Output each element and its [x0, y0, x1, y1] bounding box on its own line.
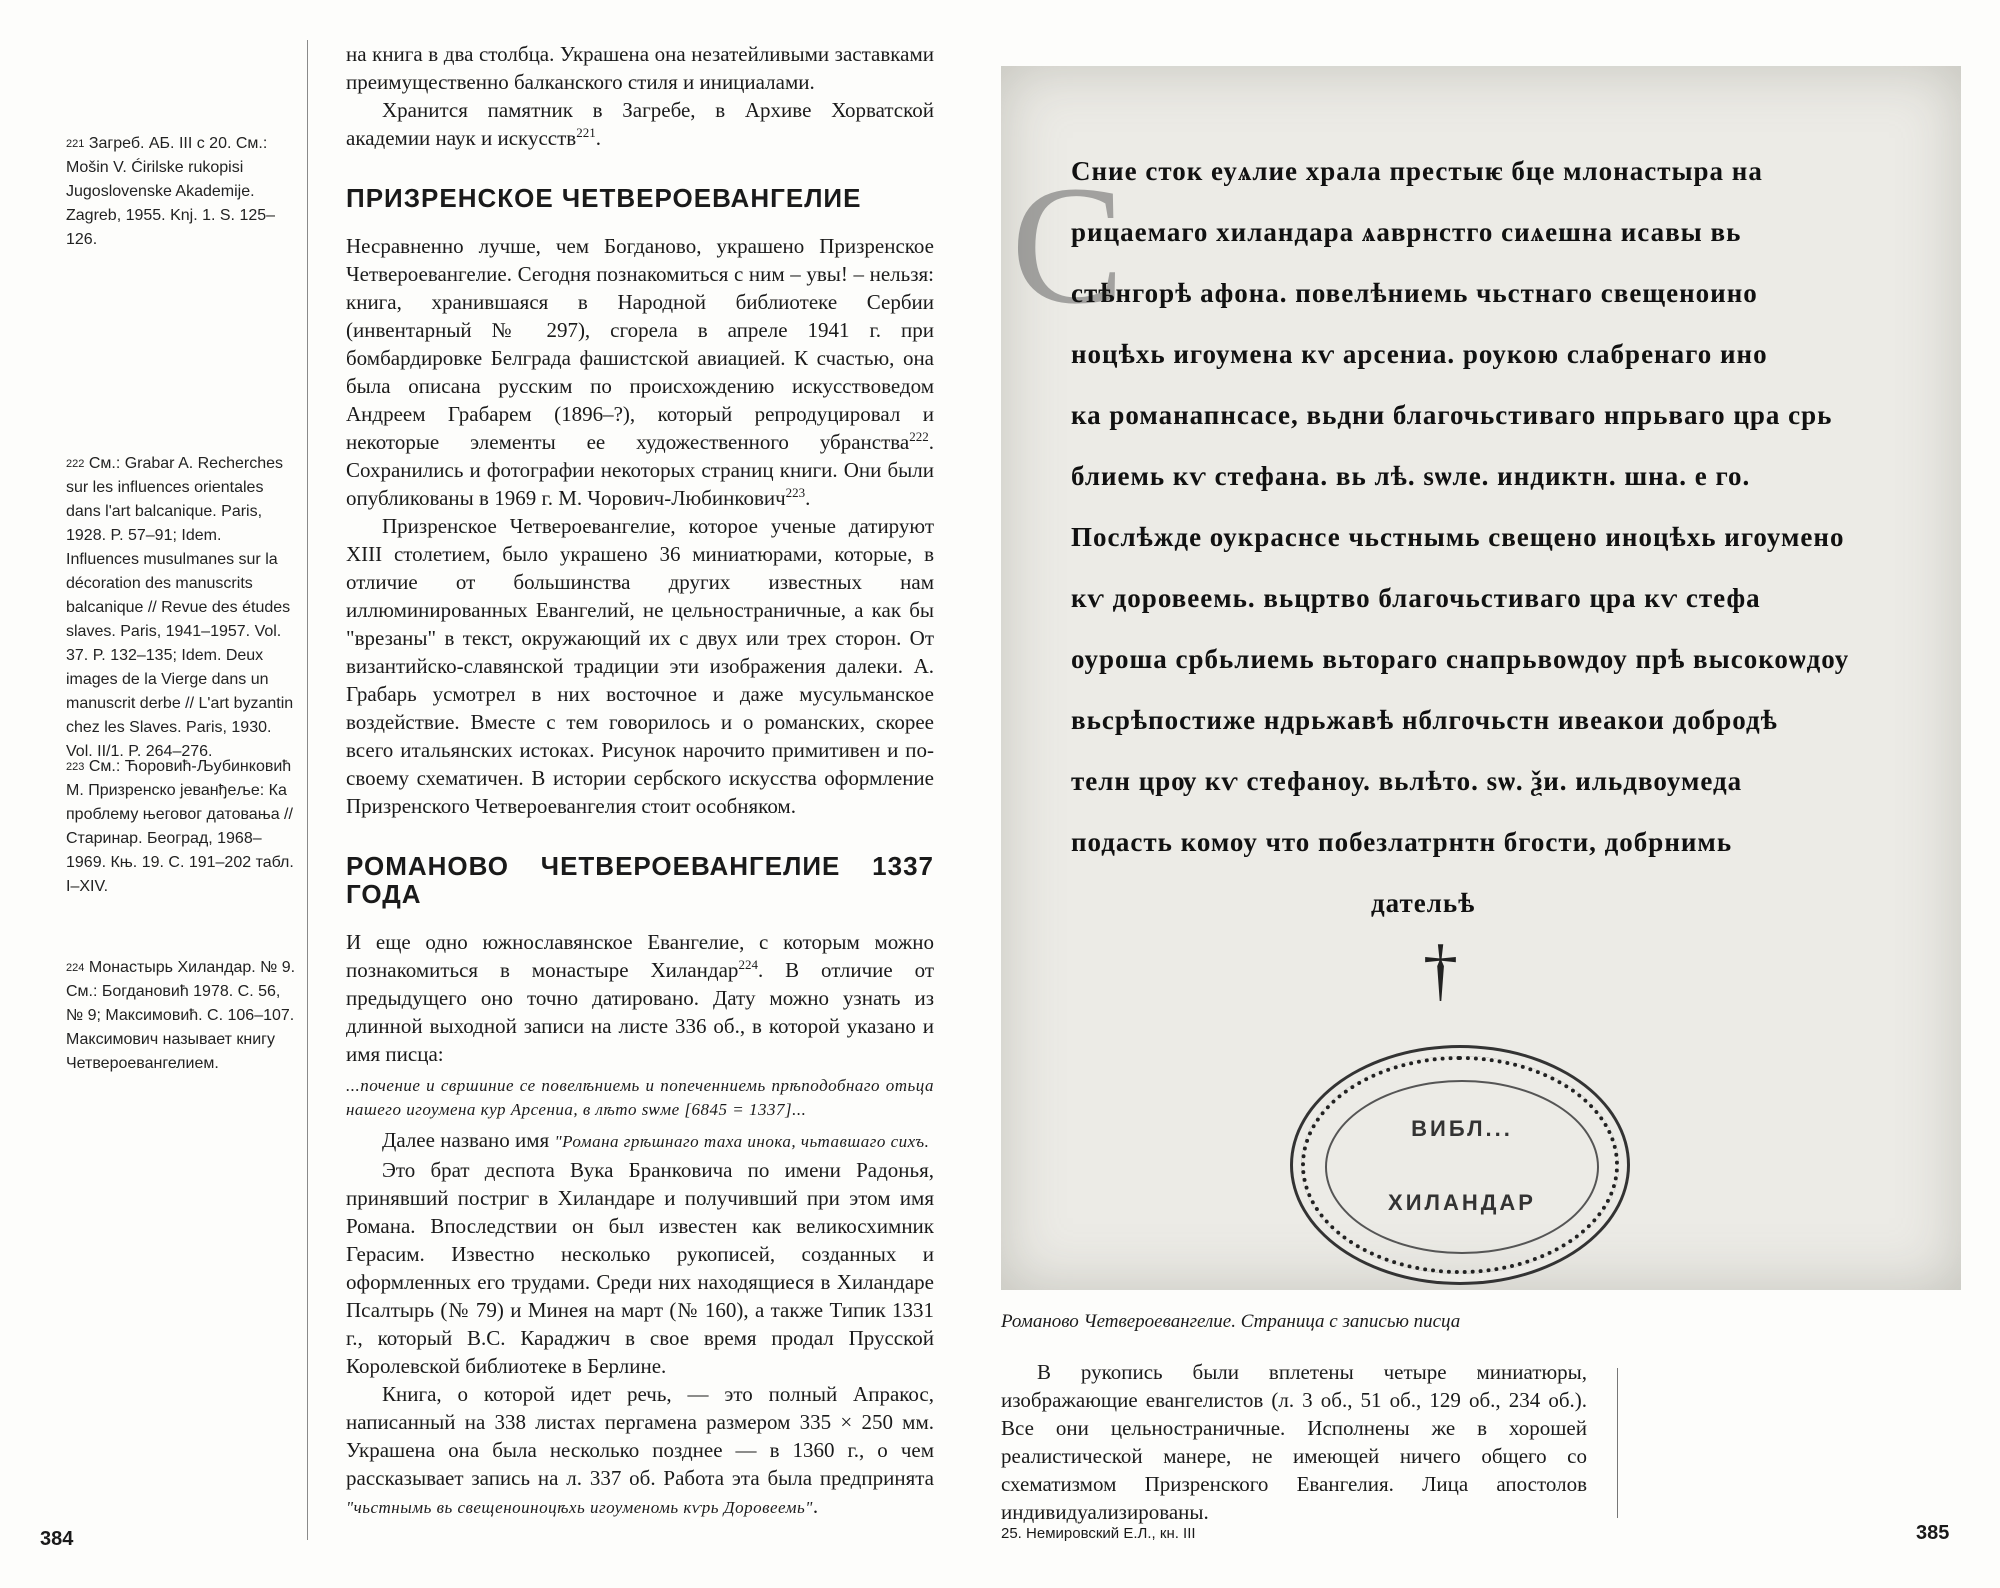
- intro-paragraph-2: [346, 96, 934, 152]
- scribe-name-quote: "Романа грѣшнаго таха инока, чьтавшаго сихъ.: [554, 1132, 930, 1151]
- footnote-text: Загреб. АБ. III с 20. См.: Mošin V. Ćirilske rukopisi Jugoslovenske Akademije. Zagreb, 1955. Knj. 1. S. 125–126.: [66, 135, 276, 248]
- footnote-221: [66, 132, 298, 252]
- roman-paragraph-2: [346, 1126, 934, 1156]
- page-number-right: 385: [1916, 1522, 1950, 1544]
- footnote-224: [66, 956, 298, 1076]
- manuscript-line: оуроша србьлиемь вьтораго снапрьвоѡдоу прѣ высокоѡдоу: [1071, 644, 1850, 674]
- manuscript-line: дательѣ: [1371, 888, 1476, 918]
- intro-paragraph-1: на книга в два столбца. Украшена она незатейливыми заставками преимущественно балканского стиля и инициалами.: [346, 42, 934, 94]
- manuscript-line: Сние сток еуѧлие храла престыѥ бце млонастыра на: [1071, 156, 1763, 186]
- manuscript-line: телн црѹ кѵ стефаноу. вьлѣто. ѕѡ. ѯи. ильдвоумеда: [1071, 766, 1743, 796]
- footnote-222: [66, 452, 298, 764]
- manuscript-line: рицаемаго хиландара ѧаврнстго сиѧешна исавы вь: [1071, 217, 1742, 247]
- signature-mark: 25. Немировский Е.Л., кн. III: [1001, 1525, 1196, 1542]
- roman-paragraph-4: [346, 1380, 934, 1522]
- stamp-line: ХИЛАНДАР: [1388, 1190, 1536, 1215]
- intro-paragraph-2-end: .: [595, 126, 601, 150]
- right-paragraph: В рукопись были вплетены четыре миниатюры, изображающие евангелистов (л. 3 об., 51 об., 129 об., 234 об.). Все они цельностраничные. Исполнены же в хорошей реалистической манере, не имеющей ничего общего со схематизмом Призренского Евангелия. Лица апостолов индивидуализированы.: [1001, 1360, 1587, 1524]
- prizren-paragraph-1-cont: . Сохранились и фотографии некоторых страниц книги. Они были опубликованы в 1969 г. М. Чорович-Любинкович: [346, 430, 934, 510]
- right-column-rule: [1617, 1368, 1618, 1518]
- roman-paragraph-4-text: Книга, о которой идет речь, — это полный Апракос, написанный на 338 листах пергамена размером 335 × 250 мм. Украшена она была несколько позднее — в 1360 г., о чем рассказывает запись на л. 337 об. Работа эта была предпринята: [346, 1382, 934, 1490]
- colophon-quote: ...почение и свршиние се повелѣниемь и попеченниемь прѣподобнаго отьца нашего игоумена кур Арсениа, в лѣто ѕѡме [6845 = 1337]...: [346, 1076, 934, 1119]
- footnote-text: Монастырь Хиландар. № 9. См.: Богдановић 1978. С. 56, № 9; Максимовић. С. 106–107. Максимович называет книгу Четвероевангелием.: [66, 959, 296, 1072]
- footnote-number: 224: [66, 962, 85, 974]
- manuscript-line: ка романапнсасе, вьдни благочьстиваго нпрьваго цра срь: [1071, 400, 1833, 430]
- manuscript-line: блиемь кѵ стефана. вь лѣ. ѕѡле. индиктн. шна. е го.: [1071, 461, 1751, 491]
- heading-prizren-gospel: ПРИЗРЕНСКОЕ ЧЕТВЕРОЕВАНГЕЛИЕ: [346, 183, 862, 213]
- footnote-ref-224[interactable]: 224: [738, 957, 758, 972]
- intro-paragraph-2-text: Хранится памятник в Загребе, в Архиве Хорватской академии наук и искусств: [346, 98, 934, 150]
- stamp-inner-ring: [1325, 1080, 1599, 1254]
- roman-paragraph-3: Это брат деспота Вука Бранковича по имени Радонья, принявший постриг в Хиландаре и получивший при этом имя Романа. Впоследствии он был известен как великосхимник Герасим. Известно несколько рукописей, созданных и оформленных его трудами. Среди них находящиеся в Хиландаре Псалтырь (№ 79) и Минея на март (№ 160), а также Типик 1331 г., который В.С. Караджич в свое время продал Прусской Королевской библиотеке в Берлине.: [346, 1158, 934, 1378]
- page-number-left: 384: [40, 1528, 74, 1550]
- footnote-ref-222[interactable]: 222: [909, 429, 929, 444]
- footnote-number: 221: [66, 138, 85, 150]
- column-divider: [307, 40, 308, 1540]
- library-stamp: [1301, 1056, 1619, 1274]
- manuscript-photo: [1001, 66, 1961, 1290]
- stamp-line: ВИБЛ...: [1411, 1116, 1513, 1141]
- manuscript-line: стѣнгорѣ афона. повелѣниемь чьстнаго свещеноино: [1071, 278, 1758, 308]
- left-main-column: [346, 40, 934, 1522]
- manuscript-line: вьсрѣпостиже ндрьжавѣ нблгочьстн ивеакои добродѣ: [1071, 705, 1778, 735]
- right-main-column: [1001, 1358, 1587, 1526]
- photo-caption: Романово Четвероевангелие. Страница с записью писца: [1001, 1311, 1461, 1332]
- footnote-number: 222: [66, 458, 85, 470]
- roman-paragraph-1: [346, 928, 934, 1068]
- footnote-ref-223[interactable]: 223: [785, 485, 806, 500]
- manuscript-initial: С: [1011, 151, 1125, 339]
- footnote-text: См.: Grabar A. Recherches sur les influences orientales dans l'art balcanique. Paris, 1928. P. 57–91; Idem. Influences musulmanes sur la décoration des manuscrits balcanique // Revue des études slaves. Paris, 1941–1957. Vol. 37. P. 132–135; Idem. Deux images de la Vierge dans un manuscrit derbe // L'art byzantin chez les Slaves. Paris, 1930. Vol. II/1. P. 264–276.: [66, 455, 294, 760]
- footnote-ref-221[interactable]: 221: [576, 125, 596, 140]
- manuscript-text-block: [1071, 141, 1931, 934]
- prizren-paragraph-1: [346, 232, 934, 512]
- manuscript-line: кѵ доровеемь. вьцртво благочьстиваго цра кѵ стефа: [1071, 583, 1761, 613]
- footnote-text: См.: Ћоровић-Љубинковић М. Призренско јеванђеље: Ка проблему његовог датовања // Старинар. Београд, 1968–1969. Књ. 19. С. 191–202 табл. I–XIV.: [66, 758, 294, 895]
- decoration-quote: "чьстнымь вь свещеноиноцѣхь игоуменомь кѵрь Доровеемь": [346, 1498, 813, 1517]
- roman-paragraph-4-end: .: [812, 1494, 819, 1518]
- prizren-paragraph-2: Призренское Четвероевангелие, которое ученые датируют XIII столетием, было украшено 36 миниатюрами, которые, в отличие от большинства других известных нам иллюминированных Евангелий, не цельностраничные, а как бы "врезаны" в текст, окружающий их с двух или трех сторон. От византийско-славянской традиции эти изображения далеки. А. Грабарь усмотрел в них восточное и даже мусульманское воздействие. Вместе с тем говорилось и о романских, скорее всего итальянских истоках. Рисунок нарочито примитивен и по-своему схематичен. В истории сербского искусства оформление Призренского Четвероевангелия стоит особняком.: [346, 514, 934, 818]
- roman-paragraph-2-text: Далее названо имя: [382, 1128, 555, 1152]
- footnote-223: [66, 755, 298, 899]
- cross-icon: †: [1423, 932, 1458, 1009]
- manuscript-line: подасть комоу что побезлатрнтн бгости, добрнимь: [1071, 827, 1733, 857]
- manuscript-line: ноцѣхь игоумена кѵ арсениа. роукою слабренаго ино: [1071, 339, 1768, 369]
- footnote-number: 223: [66, 761, 85, 773]
- heading-roman-gospel: РОМАНОВО ЧЕТВЕРОЕВАНГЕЛИЕ 1337 ГОДА: [346, 851, 934, 909]
- roman-paragraph-1-text: И еще одно южнославянское Евангелие, с которым можно познакомиться в монастыре Хиландар: [346, 930, 934, 982]
- roman-paragraph-1-cont: . В отличие от предыдущего оно точно датировано. Дату можно узнать из длинной выходной записи на листе 336 об., в которой указано и имя писца:: [346, 958, 935, 1066]
- prizren-paragraph-1-text: Несравненно лучше, чем Богданово, украшено Призренское Четвероевангелие. Сегодня познакомиться с ним – увы! – нельзя: книга, хранившаяся в Народной библиотеке Сербии (инвентарный № 297), сгорела в апреле 1941 г. при бомбардировке Белграда фашистской авиацией. К счастью, она была описана русским по происхождению искусствоведом Андреем Грабарем (1896–?), который репродуцировал и некоторые элементы ее художественного убранства: [346, 234, 934, 454]
- manuscript-line: Послѣжде оукраснсе чьстнымь свещено иноцѣхь игоумено: [1071, 522, 1845, 552]
- prizren-paragraph-1-end: .: [805, 486, 811, 510]
